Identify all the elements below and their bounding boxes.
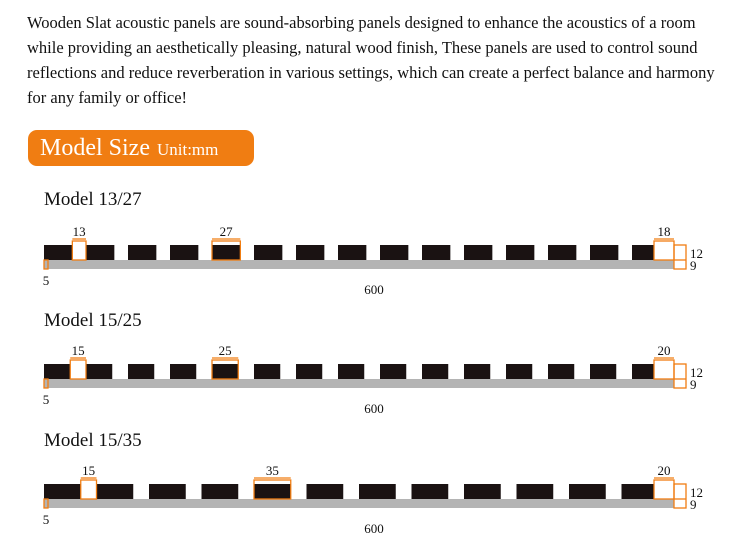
base-height-label: 9 (690, 377, 697, 392)
total-length-label: 600 (364, 282, 384, 297)
slat (307, 484, 344, 499)
edge-width-label: 20 (657, 463, 671, 478)
total-height-label: 12 (690, 365, 703, 380)
panel-diagram-2 (0, 344, 750, 414)
gap-width-label: 25 (218, 343, 232, 358)
slat (464, 364, 490, 379)
height-marker (674, 245, 686, 269)
slat (202, 484, 239, 499)
model-title-1: Model 13/27 (44, 189, 142, 210)
model-title-3: Model 15/35 (44, 430, 142, 451)
slat (296, 245, 324, 260)
slat (622, 484, 659, 499)
gap-width-label: 35 (265, 463, 279, 478)
base-height-label: 9 (690, 258, 697, 273)
slat (86, 364, 112, 379)
base-board (44, 499, 674, 508)
slat (422, 364, 448, 379)
slat (44, 245, 72, 260)
slat-width-label: 15 (82, 463, 96, 478)
slat (569, 484, 606, 499)
slat (422, 245, 450, 260)
height-marker (674, 364, 686, 388)
gap-highlight (70, 360, 86, 379)
slat (296, 364, 322, 379)
panel-diagram-3 (0, 464, 750, 534)
edge-highlight (654, 241, 674, 260)
slat (548, 364, 574, 379)
slat-width-label: 15 (71, 343, 85, 358)
edge-width-label: 20 (657, 343, 671, 358)
edge-width-label: 18 (657, 224, 671, 239)
base-offset-label: 5 (42, 512, 50, 527)
base-board (44, 260, 674, 269)
slat (464, 245, 492, 260)
slat (44, 364, 70, 379)
slat (212, 245, 240, 260)
slat (464, 484, 501, 499)
gap-highlight (81, 480, 97, 499)
slat (254, 364, 280, 379)
slat (254, 484, 291, 499)
total-length-label: 600 (364, 401, 384, 416)
section-title: Model Size (40, 134, 150, 161)
slat (380, 245, 408, 260)
panel-diagram-1 (0, 225, 750, 295)
model-title-2: Model 15/25 (44, 310, 142, 331)
slat (590, 245, 618, 260)
model-size-badge (28, 130, 254, 166)
slat (128, 245, 156, 260)
section-unit: Unit:mm (156, 140, 219, 159)
slat (548, 245, 576, 260)
edge-highlight (654, 360, 674, 379)
edge-highlight (654, 480, 674, 499)
total-height-label: 12 (690, 485, 703, 500)
slat (359, 484, 396, 499)
slat (128, 364, 154, 379)
slat (517, 484, 554, 499)
slat (44, 484, 81, 499)
base-offset-label: 5 (42, 273, 50, 288)
slat (170, 245, 198, 260)
slat (338, 245, 366, 260)
slat (338, 364, 364, 379)
slat (506, 364, 532, 379)
slat-width-label: 13 (72, 224, 86, 239)
slat (506, 245, 534, 260)
gap-width-label: 27 (219, 224, 233, 239)
slat (170, 364, 196, 379)
slat (97, 484, 134, 499)
gap-highlight (72, 241, 86, 260)
intro-text: Wooden Slat acoustic panels are sound-absorbing panels designed to enhance the acoustics of a room while providing an aesthetically pleasing, natural wood finish, These panels are used to control sound reflections and reduce reverberation in various settings, which can create a perfect balance and harmony for any family or office! (27, 13, 715, 107)
slat (380, 364, 406, 379)
total-length-label: 600 (364, 521, 384, 536)
slat (412, 484, 449, 499)
base-board (44, 379, 674, 388)
height-marker (674, 484, 686, 508)
base-height-label: 9 (690, 497, 697, 512)
slat (149, 484, 186, 499)
slat (86, 245, 114, 260)
base-offset-label: 5 (42, 392, 50, 407)
slat (590, 364, 616, 379)
slat (254, 245, 282, 260)
total-height-label: 12 (690, 246, 703, 261)
slat (212, 364, 238, 379)
